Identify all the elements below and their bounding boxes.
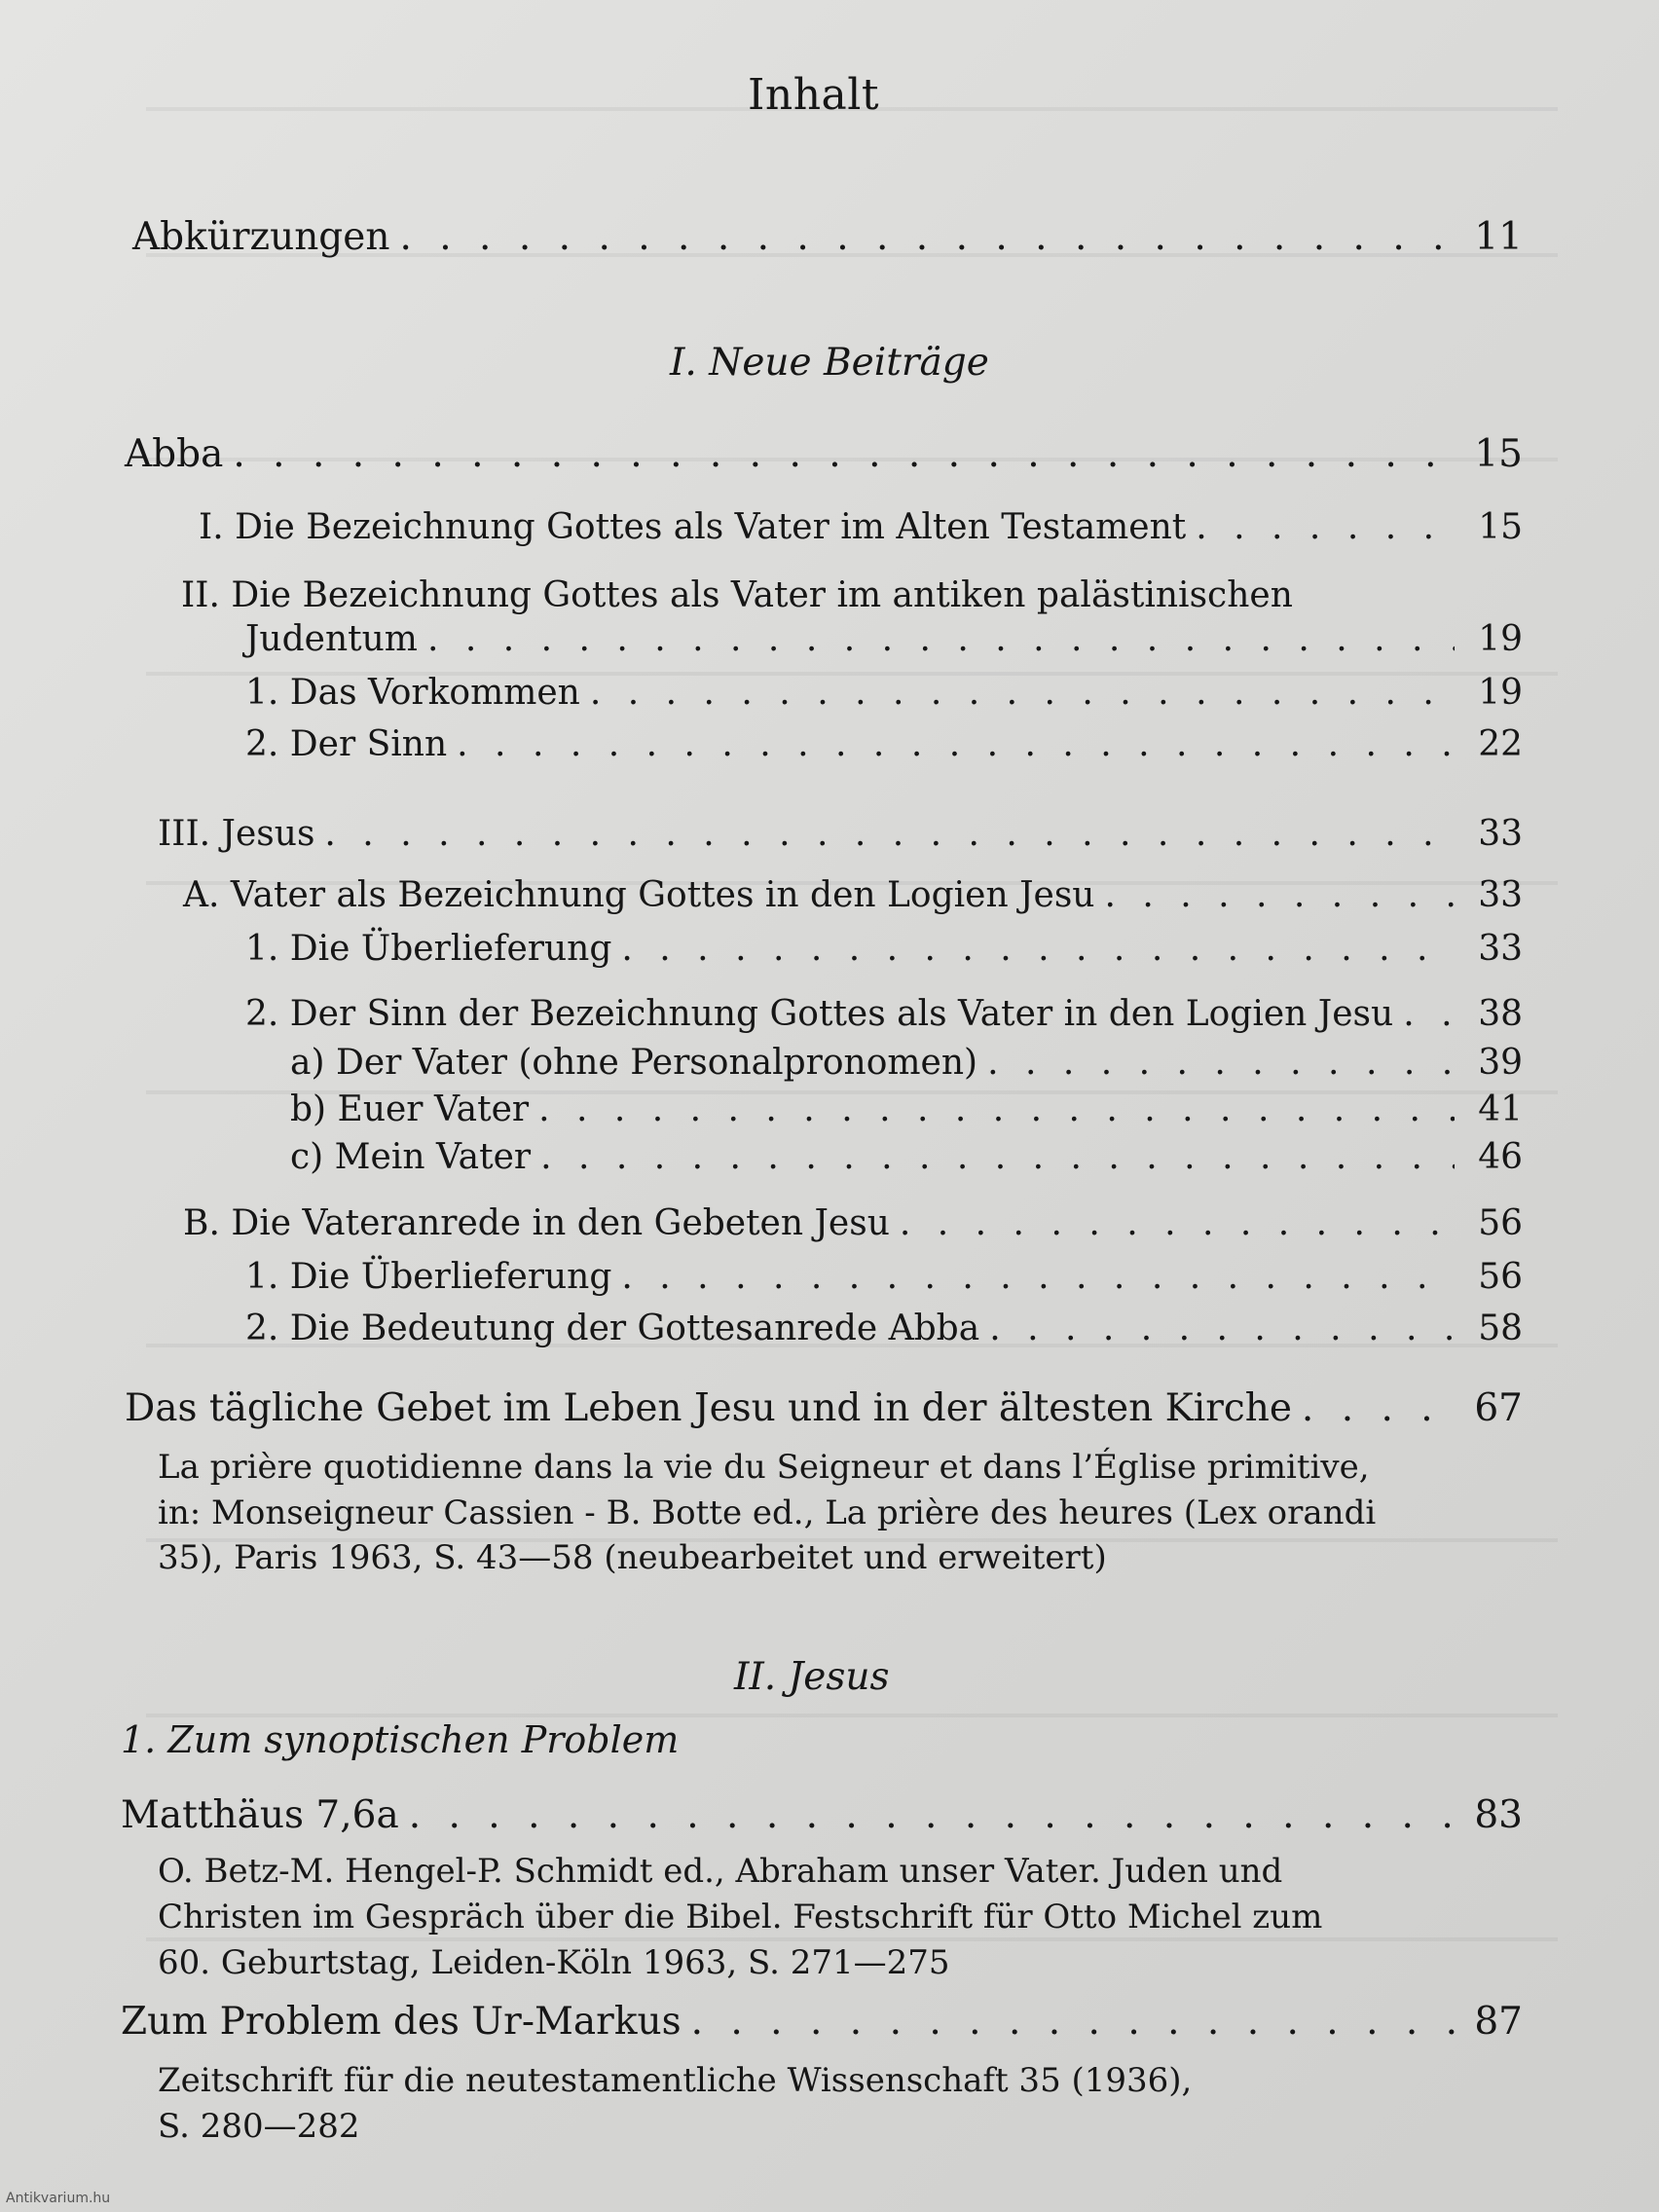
entry-label: 2. Die Bedeutung der Gottesanrede Abba bbox=[245, 1309, 980, 1348]
leader-dots bbox=[324, 813, 1455, 856]
entry-note-line: Christen im Gespräch über die Bibel. Festschrift für Otto Michel zum bbox=[158, 1898, 1323, 1936]
entry-page: 15 bbox=[1478, 507, 1523, 547]
leader-dots bbox=[989, 1308, 1455, 1350]
entry-page: 19 bbox=[1478, 673, 1523, 713]
entry-page: 46 bbox=[1478, 1137, 1523, 1177]
entry-label: 1. Die Überlieferung bbox=[245, 929, 612, 969]
watermark: Antikvarium.hu bbox=[6, 2191, 111, 2206]
entry-note-line: 60. Geburtstag, Leiden-Köln 1963, S. 271—275 bbox=[158, 1943, 950, 1982]
toc-entry bbox=[132, 216, 1523, 259]
leader-dots bbox=[621, 1256, 1455, 1299]
leader-dots bbox=[233, 433, 1455, 476]
entry-page: 22 bbox=[1478, 724, 1523, 764]
leader-dots bbox=[538, 1088, 1455, 1131]
leader-dots bbox=[987, 1042, 1455, 1085]
toc-entry bbox=[121, 1794, 1523, 1837]
toc-entry bbox=[245, 928, 1523, 971]
toc-entry bbox=[245, 618, 1523, 661]
entry-label: c) Mein Vater bbox=[290, 1137, 532, 1177]
leader-dots bbox=[399, 216, 1455, 259]
entry-page: 33 bbox=[1478, 929, 1523, 969]
entry-label: A. Vater als Bezeichnung Gottes in den Logien Jesu bbox=[183, 875, 1095, 915]
entry-label: 2. Der Sinn bbox=[245, 724, 448, 764]
leader-dots bbox=[457, 723, 1455, 766]
entry-label: III. Jesus bbox=[158, 814, 315, 854]
entry-label: Das tägliche Gebet im Leben Jesu und in der ältesten Kirche bbox=[125, 1386, 1292, 1430]
entry-page: 41 bbox=[1478, 1089, 1523, 1129]
toc-entry bbox=[245, 672, 1523, 715]
entry-label: 1. Das Vorkommen bbox=[245, 673, 580, 713]
entry-page: 67 bbox=[1474, 1386, 1523, 1430]
entry-label: Judentum bbox=[245, 619, 418, 659]
entry-page: 38 bbox=[1478, 994, 1523, 1034]
entry-page: 58 bbox=[1478, 1309, 1523, 1348]
entry-note-line: Zeitschrift für die neutestamentliche Wissenschaft 35 (1936), bbox=[158, 2061, 1193, 2100]
toc-entry bbox=[245, 1308, 1523, 1350]
leader-dots bbox=[1302, 1387, 1455, 1430]
entry-page: 33 bbox=[1478, 814, 1523, 854]
entry-label: Abba bbox=[125, 432, 224, 476]
toc-entry bbox=[125, 1387, 1523, 1430]
leader-dots bbox=[1403, 993, 1455, 1036]
entry-note-line: 35), Paris 1963, S. 43—58 (neubearbeitet und erweitert) bbox=[158, 1538, 1107, 1577]
entry-label: a) Der Vater (ohne Personalpronomen) bbox=[290, 1043, 978, 1083]
leader-dots bbox=[1104, 874, 1455, 917]
entry-page: 83 bbox=[1474, 1793, 1523, 1837]
subsection-heading: 1. Zum synoptischen Problem bbox=[121, 1718, 680, 1761]
entry-label: I. Die Bezeichnung Gottes als Vater im Alten Testament bbox=[199, 507, 1187, 547]
toc-entry bbox=[199, 506, 1523, 549]
toc-entry bbox=[183, 1202, 1523, 1245]
leader-dots bbox=[409, 1794, 1455, 1837]
entry-page: 39 bbox=[1478, 1043, 1523, 1083]
toc-entry bbox=[158, 813, 1523, 856]
entry-label: Matthäus 7,6a bbox=[121, 1793, 399, 1837]
leader-dots bbox=[590, 672, 1455, 715]
toc-entry bbox=[245, 1256, 1523, 1299]
section-heading: II. Jesus bbox=[734, 1655, 890, 1699]
entry-page: 87 bbox=[1474, 2000, 1523, 2044]
entry-note-line: in: Monseigneur Cassien - B. Botte ed., La prière des heures (Lex orandi bbox=[158, 1493, 1377, 1532]
leader-dots bbox=[1196, 506, 1455, 549]
entry-label: 1. Die Überlieferung bbox=[245, 1257, 612, 1297]
entry-note-line: La prière quotidienne dans la vie du Seigneur et dans l’Église primitive, bbox=[158, 1448, 1370, 1487]
entry-label: b) Euer Vater bbox=[290, 1089, 530, 1129]
leader-dots bbox=[540, 1136, 1455, 1179]
toc-entry bbox=[125, 433, 1523, 476]
entry-label: Abkürzungen bbox=[132, 215, 390, 259]
entry-label: 2. Der Sinn der Bezeichnung Gottes als Vater in den Logien Jesu bbox=[245, 994, 1394, 1034]
toc-entry bbox=[290, 1042, 1523, 1085]
leader-dots bbox=[691, 2001, 1455, 2044]
entry-page: 15 bbox=[1474, 432, 1523, 476]
entry-page: 11 bbox=[1474, 215, 1523, 259]
entry-label: Zum Problem des Ur-Markus bbox=[121, 2000, 682, 2044]
section-heading: I. Neue Beiträge bbox=[670, 341, 989, 385]
entry-note-line: S. 280—282 bbox=[158, 2107, 360, 2146]
page-title: Inhalt bbox=[748, 70, 880, 120]
toc-entry bbox=[290, 1088, 1523, 1131]
entry-page: 33 bbox=[1478, 875, 1523, 915]
toc-entry bbox=[245, 993, 1523, 1036]
entry-note-line: O. Betz-M. Hengel-P. Schmidt ed., Abraham unser Vater. Juden und bbox=[158, 1852, 1283, 1891]
entry-label: B. Die Vateranrede in den Gebeten Jesu bbox=[183, 1203, 890, 1243]
toc-entry bbox=[183, 874, 1523, 917]
entry-page: 56 bbox=[1478, 1257, 1523, 1297]
entry-page: 19 bbox=[1478, 619, 1523, 659]
leader-dots bbox=[900, 1202, 1455, 1245]
toc-entry bbox=[245, 723, 1523, 766]
entry-page: 56 bbox=[1478, 1203, 1523, 1243]
entry-label-line: II. Die Bezeichnung Gottes als Vater im antiken palästinischen bbox=[181, 575, 1293, 615]
toc-entry bbox=[290, 1136, 1523, 1179]
toc-entry bbox=[121, 2001, 1523, 2044]
leader-dots bbox=[621, 928, 1455, 971]
leader-dots bbox=[427, 618, 1455, 661]
